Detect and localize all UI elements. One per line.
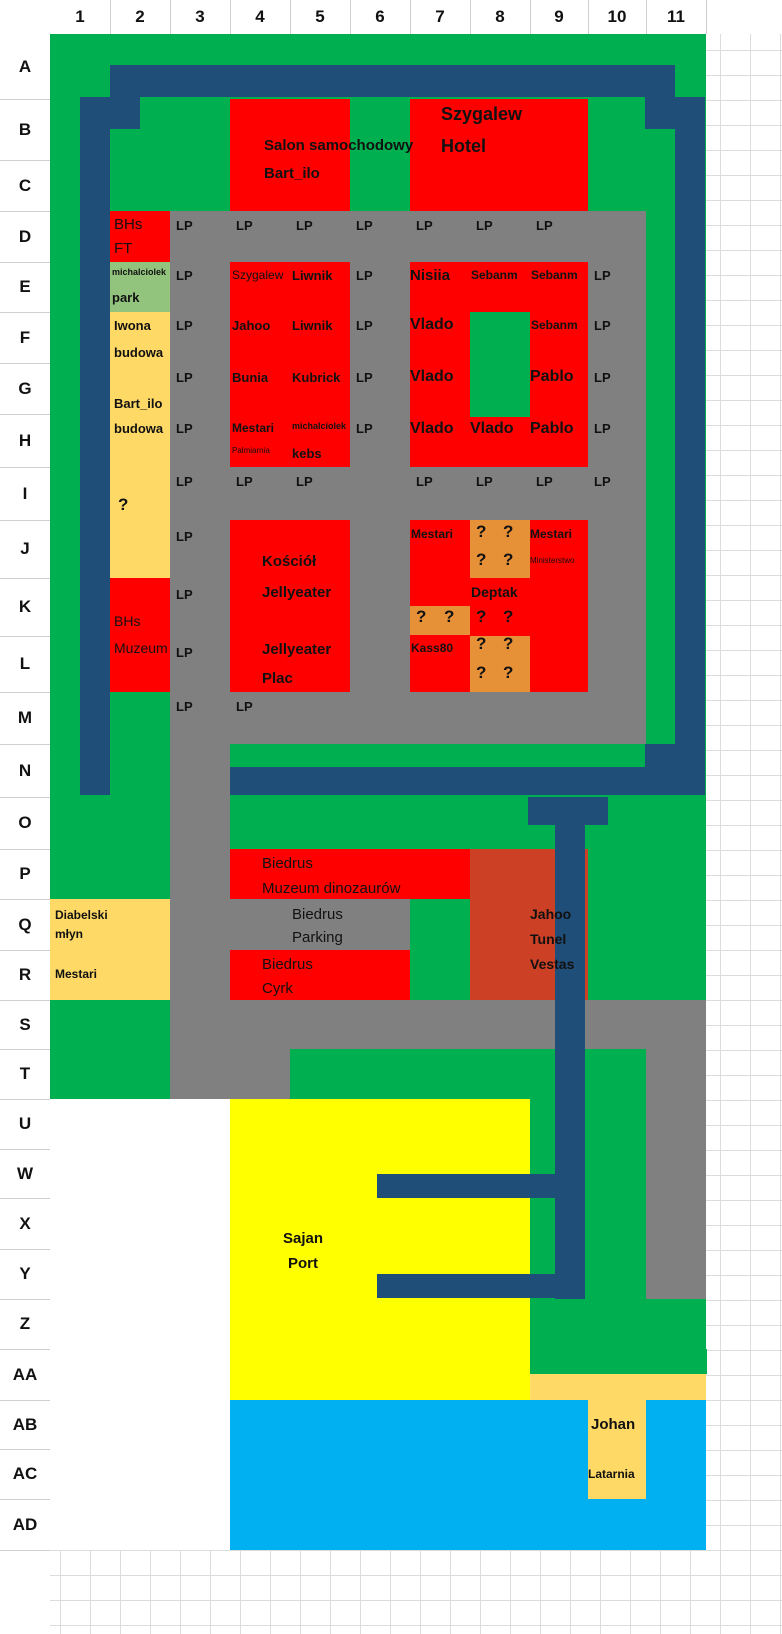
label-kubrick: Kubrick — [292, 370, 341, 385]
lp-marker: LP — [594, 268, 611, 283]
lp-marker: LP — [176, 370, 193, 385]
block-szygalew-liwnik — [230, 262, 350, 467]
label-mestari: Mestari — [55, 967, 98, 981]
road-port-link-1 — [377, 1174, 585, 1198]
label-question: ? — [118, 495, 129, 514]
label-jellyeater: Jellyeater — [262, 641, 332, 658]
question-marker: ? — [476, 634, 487, 653]
label-vestas: Vestas — [530, 956, 575, 972]
question-marker: ? — [476, 663, 487, 682]
label-sajan: Sajan — [283, 1230, 324, 1247]
column-header: 2 — [110, 0, 171, 34]
row-header: B — [0, 99, 50, 161]
label-budowa: budowa — [114, 421, 164, 436]
label-vlado: Vlado — [410, 420, 454, 437]
label-nisiia: Nisiia — [410, 267, 451, 284]
lp-marker: LP — [176, 529, 193, 544]
label-jahoo: Jahoo — [530, 906, 572, 922]
column-header: 4 — [230, 0, 291, 34]
label-michalciolek: michalciolek — [292, 421, 347, 431]
lp-marker: LP — [176, 421, 193, 436]
lp-marker: LP — [416, 218, 433, 233]
label-mlyn: młyn — [55, 927, 84, 941]
lp-marker: LP — [236, 474, 253, 489]
row-header: O — [0, 797, 50, 850]
label-liwnik: Liwnik — [292, 318, 333, 333]
question-marker: ? — [476, 522, 487, 541]
label-cyrk: Cyrk — [262, 980, 293, 997]
question-marker: ? — [476, 607, 487, 626]
green-court — [470, 312, 530, 417]
column-header: 7 — [410, 0, 471, 34]
label-kosciol: Kościół — [262, 553, 317, 570]
label-liwnik: Liwnik — [292, 268, 333, 283]
label-port: Port — [288, 1255, 318, 1272]
building-ministerstwo — [530, 520, 588, 692]
lp-marker: LP — [476, 218, 493, 233]
row-header: D — [0, 211, 50, 263]
lp-marker: LP — [236, 699, 253, 714]
map-block-21 — [555, 1099, 585, 1299]
label-biedrus: Biedrus — [262, 855, 313, 872]
lp-marker: LP — [176, 699, 193, 714]
row-header: Y — [0, 1249, 50, 1300]
question-marker: ? — [503, 522, 514, 541]
question-marker: ? — [416, 607, 427, 626]
column-header: 9 — [530, 0, 589, 34]
map-block-6 — [170, 744, 230, 797]
lp-marker: LP — [176, 587, 193, 602]
map-block-20 — [646, 1049, 706, 1299]
lp-marker: LP — [176, 268, 193, 283]
label-vlado: Vlado — [470, 420, 514, 437]
lp-marker: LP — [476, 474, 493, 489]
map-block-14 — [646, 797, 706, 1000]
map-block-12 — [230, 1049, 290, 1099]
question-marker: ? — [503, 550, 514, 569]
lp-marker: LP — [356, 370, 373, 385]
lp-marker: LP — [594, 370, 611, 385]
label-bhs: BHs — [114, 613, 141, 629]
lp-marker: LP — [594, 421, 611, 436]
building-muzeum — [110, 578, 170, 692]
map-block-16 — [528, 797, 608, 825]
question-marker: ? — [476, 550, 487, 569]
grid-line-h — [0, 1600, 782, 1601]
map-block-23 — [530, 1349, 707, 1374]
lp-marker: LP — [536, 474, 553, 489]
label-mestari: Mestari — [232, 421, 275, 435]
row-header: AD — [0, 1499, 50, 1551]
column-header: 11 — [646, 0, 707, 34]
label-kass80: Kass80 — [411, 641, 454, 655]
row-header: R — [0, 950, 50, 1001]
row-header: S — [0, 1000, 50, 1050]
label-sebanm: Sebanm — [471, 268, 518, 282]
label-hotel: Hotel — [441, 136, 486, 156]
lp-marker: LP — [296, 474, 313, 489]
lp-marker: LP — [236, 218, 253, 233]
label-jahoo: Jahoo — [232, 318, 271, 333]
label-tunel: Tunel — [530, 931, 567, 947]
building-latarnia — [588, 1400, 646, 1499]
row-header: G — [0, 363, 50, 415]
label-iwona: Iwona — [114, 318, 151, 333]
label-deptak: Deptak — [471, 584, 518, 600]
label-plac: Plac — [262, 670, 293, 687]
row-header: N — [0, 744, 50, 798]
label-kebs: kebs — [292, 446, 322, 461]
label-latarnia: Latarnia — [588, 1467, 635, 1481]
column-header: 8 — [470, 0, 531, 34]
lp-marker: LP — [176, 318, 193, 333]
row-header: AB — [0, 1400, 50, 1450]
row-header: C — [0, 160, 50, 212]
column-header: 6 — [350, 0, 411, 34]
lp-marker: LP — [594, 318, 611, 333]
port-sajan — [230, 1099, 530, 1400]
label-sebanm: Sebanm — [531, 268, 578, 282]
label-biedrus: Biedrus — [262, 956, 313, 973]
label-parking: Parking — [292, 929, 343, 946]
row-header: L — [0, 636, 50, 693]
white-area — [50, 1099, 230, 1550]
column-header: 5 — [290, 0, 351, 34]
label-szygalew_small: Szygalew — [232, 268, 284, 282]
lp-marker: LP — [416, 474, 433, 489]
column-header: 10 — [588, 0, 647, 34]
map-block-11 — [170, 1000, 706, 1049]
grid-line-v — [750, 0, 751, 1634]
row-header: I — [0, 467, 50, 521]
lp-marker: LP — [356, 218, 373, 233]
label-jellyeater: Jellyeater — [262, 584, 332, 601]
row-header: X — [0, 1198, 50, 1250]
question-marker: ? — [503, 607, 514, 626]
column-header: 1 — [50, 0, 111, 34]
label-johan: Johan — [591, 1416, 636, 1433]
label-park: park — [112, 290, 140, 305]
row-header: M — [0, 692, 50, 745]
label-pablo: Pablo — [530, 420, 574, 437]
label-bunia: Bunia — [232, 370, 269, 385]
row-header: Z — [0, 1299, 50, 1350]
building-cyrk — [230, 950, 410, 1000]
label-muzeum: Muzeum — [114, 640, 168, 656]
label-michalciolek: michalciolek — [112, 267, 167, 277]
road-top — [110, 65, 675, 97]
label-mestari: Mestari — [411, 527, 454, 541]
row-header: AC — [0, 1449, 50, 1500]
grid-line-h — [0, 1625, 782, 1626]
road-right — [675, 97, 705, 767]
label-ministerstwo: Ministerstwo — [530, 556, 575, 565]
road-corner-se — [645, 744, 675, 767]
label-pablo: Pablo — [530, 368, 574, 385]
road-left — [80, 97, 110, 795]
question-marker: ? — [503, 663, 514, 682]
row-header: A — [0, 34, 50, 100]
building-kosciol — [230, 520, 350, 692]
grid-line-v — [720, 0, 721, 1634]
label-sebanm: Sebanm — [531, 318, 578, 332]
row-header: T — [0, 1049, 50, 1100]
row-header: P — [0, 849, 50, 900]
building-salon — [230, 99, 350, 211]
label-salon: Salon samochodowy — [264, 137, 414, 154]
lp-marker: LP — [594, 474, 611, 489]
lp-marker: LP — [176, 474, 193, 489]
column-header: 3 — [170, 0, 231, 34]
label-budowa: budowa — [114, 345, 164, 360]
label-palmiarnia: Palmiarnia — [232, 446, 270, 455]
label-vlado: Vlado — [410, 316, 454, 333]
grid-line-v — [780, 0, 781, 1634]
label-ft: FT — [114, 240, 133, 257]
label-diabelski: Diabelski — [55, 908, 108, 922]
label-bhs: BHs — [114, 216, 143, 233]
road-corner-nw — [110, 97, 140, 129]
row-header: Q — [0, 899, 50, 951]
lp-marker: LP — [296, 218, 313, 233]
label-mestari: Mestari — [530, 527, 573, 541]
label-biedrus: Biedrus — [292, 906, 343, 923]
row-header: H — [0, 414, 50, 468]
label-bartilo: Bart_ilo — [114, 396, 163, 411]
lp-marker: LP — [356, 268, 373, 283]
map-block-9 — [110, 692, 170, 797]
road-port-link-2 — [377, 1274, 585, 1298]
grid-line-h — [0, 1575, 782, 1576]
row-header: J — [0, 520, 50, 579]
grid-line-h — [0, 1550, 782, 1551]
row-header: F — [0, 312, 50, 364]
lp-marker: LP — [536, 218, 553, 233]
row-header: K — [0, 578, 50, 637]
row-header: W — [0, 1149, 50, 1199]
row-header: AA — [0, 1349, 50, 1401]
map-block-10 — [170, 797, 230, 1099]
question-marker: ? — [444, 607, 455, 626]
label-vlado: Vlado — [410, 368, 454, 385]
lp-marker: LP — [356, 318, 373, 333]
label-szygalew: Szygalew — [441, 104, 523, 124]
lp-marker: LP — [356, 421, 373, 436]
label-muzeum_dino: Muzeum dinozaurów — [262, 880, 401, 897]
question-marker: ? — [503, 634, 514, 653]
row-header: E — [0, 262, 50, 313]
label-bartilo: Bart_ilo — [264, 165, 320, 182]
lp-marker: LP — [176, 218, 193, 233]
lp-marker: LP — [176, 645, 193, 660]
row-header: U — [0, 1099, 50, 1150]
